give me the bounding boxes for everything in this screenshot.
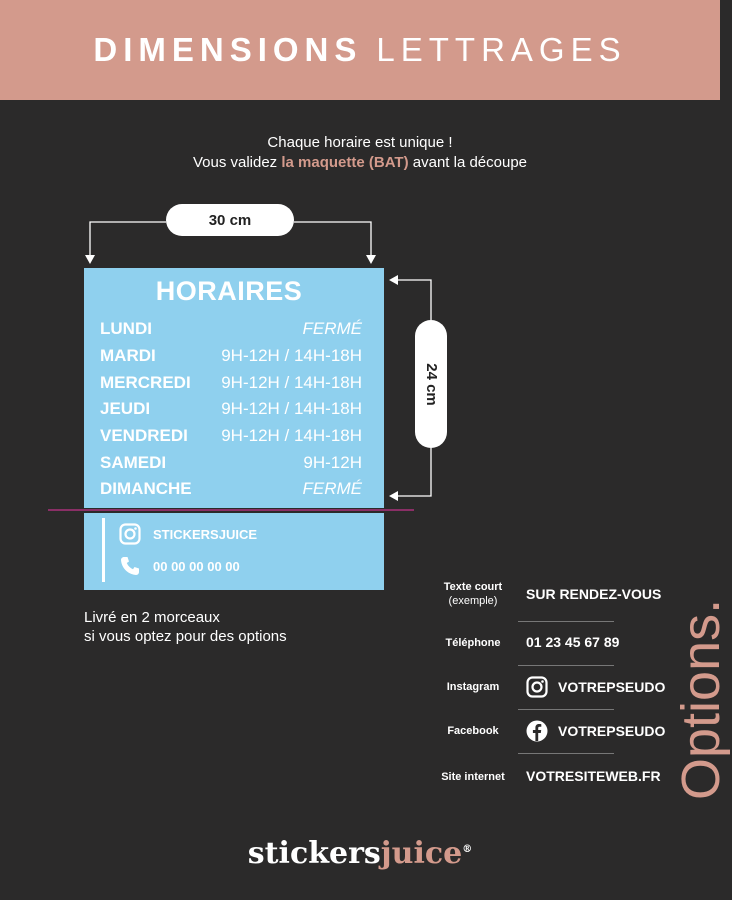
schedule-row xyxy=(100,476,362,503)
sign-preview xyxy=(84,268,384,590)
schedule-hours: 9H-12H / 14H-18H xyxy=(221,372,362,392)
width-arrow-right-line xyxy=(294,222,371,255)
sign-phone-row xyxy=(119,550,352,582)
option-value-text: 01 23 45 67 89 xyxy=(526,634,620,650)
height-arrowhead-top xyxy=(389,275,398,285)
option-short-text xyxy=(430,580,662,624)
option-label-text: Téléphone xyxy=(445,637,501,649)
schedule-row xyxy=(100,449,362,476)
option-value-text: SUR RENDEZ-VOUS xyxy=(526,586,662,602)
option-label xyxy=(430,636,516,650)
width-dimension-label xyxy=(166,204,294,236)
option-label xyxy=(430,724,516,738)
schedule-day: VENDREDI xyxy=(100,426,188,446)
option-label xyxy=(430,580,516,608)
option-label-text: Facebook xyxy=(447,725,499,737)
option-divider xyxy=(518,709,614,710)
height-arrowhead-bottom xyxy=(389,491,398,501)
schedule-row xyxy=(100,396,362,423)
schedule-hours: 9H-12H / 14H-18H xyxy=(221,426,362,446)
schedule-hours: 9H-12H / 14H-18H xyxy=(221,346,362,366)
height-value: 24 cm xyxy=(422,362,440,406)
schedule-day: MARDI xyxy=(100,346,156,366)
width-arrowhead-right xyxy=(366,255,376,264)
sign-phone-number: 00 00 00 00 00 xyxy=(153,558,240,574)
schedule-row xyxy=(100,343,362,370)
sign-contact-block xyxy=(102,518,352,582)
intro-line-2-after: avant la découpe xyxy=(412,154,528,171)
option-value xyxy=(526,634,619,650)
intro-line-2-before: Vous validez xyxy=(192,154,278,171)
option-value xyxy=(526,676,665,698)
schedule-day: SAMEDI xyxy=(100,452,167,472)
schedule-day: JEUDI xyxy=(100,399,151,419)
schedule-day: LUNDI xyxy=(100,319,152,339)
option-value xyxy=(526,586,661,602)
option-label-text: Texte court xyxy=(443,581,503,593)
schedule-list xyxy=(100,316,362,503)
phone-icon xyxy=(119,555,141,577)
height-arrow-bottom-line xyxy=(398,448,431,496)
option-label-text: Site internet xyxy=(441,771,505,783)
brand-logo-part-1: stickers xyxy=(247,836,381,871)
delivery-note-line-1: Livré en 2 morceaux xyxy=(84,609,220,626)
option-instagram xyxy=(430,676,666,720)
height-arrow-top-line xyxy=(398,280,431,320)
header-title-light: LETTRAGES xyxy=(376,31,627,68)
width-arrowhead-left xyxy=(85,255,95,264)
width-arrow-left-line xyxy=(90,222,166,255)
option-value-text: VOTREPSEUDO xyxy=(558,679,666,695)
facebook-icon xyxy=(526,720,548,742)
option-label-text: Instagram xyxy=(446,681,500,693)
width-value: 30 cm xyxy=(208,211,252,229)
instagram-icon xyxy=(526,676,548,698)
option-value-text: VOTREPSEUDO xyxy=(558,723,666,739)
schedule-hours: 9H-12H xyxy=(303,452,362,472)
header-title-bold: DIMENSIONS xyxy=(93,31,363,68)
cut-line xyxy=(48,509,414,511)
option-value xyxy=(526,720,665,742)
option-website xyxy=(430,764,662,808)
sign-instagram-row xyxy=(119,518,352,550)
schedule-hours: FERMÉ xyxy=(302,319,362,339)
height-dimension-label xyxy=(415,320,447,448)
sign-title: HORAIRES xyxy=(155,276,303,306)
option-sublabel: (exemple) xyxy=(448,595,498,607)
option-label xyxy=(430,680,516,694)
option-value xyxy=(526,768,661,784)
schedule-day: DIMANCHE xyxy=(100,479,192,499)
brand-logo xyxy=(0,836,720,871)
schedule-row xyxy=(100,423,362,450)
options-title: Options. xyxy=(671,598,731,800)
schedule-day: MERCREDI xyxy=(100,372,191,392)
option-divider xyxy=(518,665,614,666)
intro-line-1: Chaque horaire est unique ! xyxy=(267,134,453,151)
intro-line-2-accent: la maquette (BAT) xyxy=(281,154,409,171)
delivery-note xyxy=(84,608,287,646)
schedule-row xyxy=(100,316,362,343)
option-value-text: VOTRESITEWEB.FR xyxy=(526,768,661,784)
option-divider xyxy=(518,753,614,754)
schedule-hours: FERMÉ xyxy=(302,479,362,499)
option-facebook xyxy=(430,720,666,764)
option-phone xyxy=(430,632,662,676)
brand-registered-mark: ® xyxy=(462,844,473,855)
sign-instagram-handle: STICKERSJUICE xyxy=(153,526,258,542)
option-label xyxy=(430,770,516,784)
brand-logo-part-2: juice xyxy=(380,836,463,871)
option-divider xyxy=(518,621,614,622)
schedule-hours: 9H-12H / 14H-18H xyxy=(221,399,362,419)
delivery-note-line-2: si vous optez pour des options xyxy=(84,628,287,645)
schedule-row xyxy=(100,369,362,396)
instagram-icon xyxy=(119,523,141,545)
